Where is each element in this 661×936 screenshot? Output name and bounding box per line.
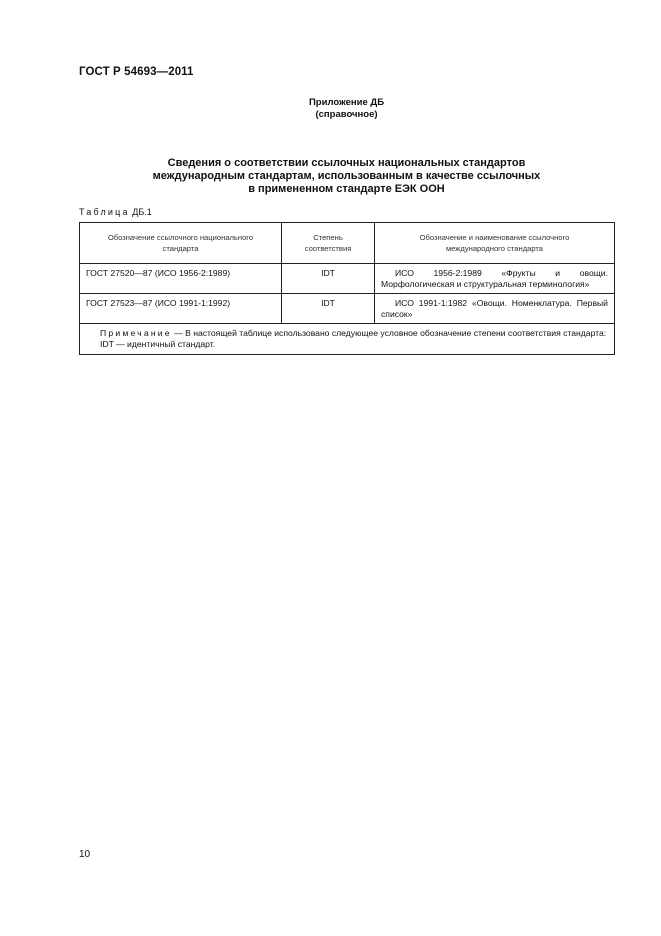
table-caption-id: ДБ.1 bbox=[132, 207, 152, 217]
cell-national-standard: ГОСТ 27520—87 (ИСО 1956-2:1989) bbox=[80, 264, 282, 294]
table-header-row bbox=[80, 223, 615, 264]
appendix-label: Приложение ДБ bbox=[308, 97, 385, 108]
appendix-heading bbox=[0, 97, 661, 121]
cell-degree: IDT bbox=[282, 294, 375, 324]
note-text: — В настоящей таблице использовано следующее условное обозначение степени соответствия стандарта: bbox=[171, 328, 607, 338]
table-caption-prefix: Таблица bbox=[79, 207, 130, 217]
table-row bbox=[80, 294, 615, 324]
table-row bbox=[80, 264, 615, 294]
appendix-title bbox=[0, 157, 661, 196]
document-code: ГОСТ Р 54693—2011 bbox=[79, 66, 194, 78]
note-label: Примечание bbox=[100, 328, 172, 338]
title-line-1: Сведения о соответствии ссылочных национальных стандартов bbox=[167, 157, 526, 169]
header-degree-of-correspondence: Степень соответствия bbox=[282, 223, 375, 264]
cell-degree: IDT bbox=[282, 264, 375, 294]
header-international-standard: Обозначение и наименование ссылочного международного стандарта bbox=[375, 223, 615, 264]
note-idt-definition: IDT — идентичный стандарт. bbox=[100, 339, 216, 349]
header-national-standard: Обозначение ссылочного национального стандарта bbox=[80, 223, 282, 264]
reference-standards-table bbox=[79, 222, 615, 355]
cell-international-standard: ИСО 1991-1:1982 «Овощи. Номенклатура. Первый список» bbox=[375, 294, 615, 324]
table-caption bbox=[79, 207, 152, 217]
title-line-3: в примененном стандарте ЕЭК ООН bbox=[248, 183, 445, 195]
page-number: 10 bbox=[79, 849, 91, 860]
title-line-2: международным стандартам, использованным в качестве ссылочных bbox=[152, 170, 541, 182]
table-note bbox=[80, 324, 615, 355]
cell-national-standard: ГОСТ 27523—87 (ИСО 1991-1:1992) bbox=[80, 294, 282, 324]
cell-international-standard: ИСО 1956-2:1989 «Фрукты и овощи. Морфологическая и структуральная терминология» bbox=[375, 264, 615, 294]
table-note-row bbox=[80, 324, 615, 355]
appendix-type: (справочное) bbox=[315, 109, 378, 120]
